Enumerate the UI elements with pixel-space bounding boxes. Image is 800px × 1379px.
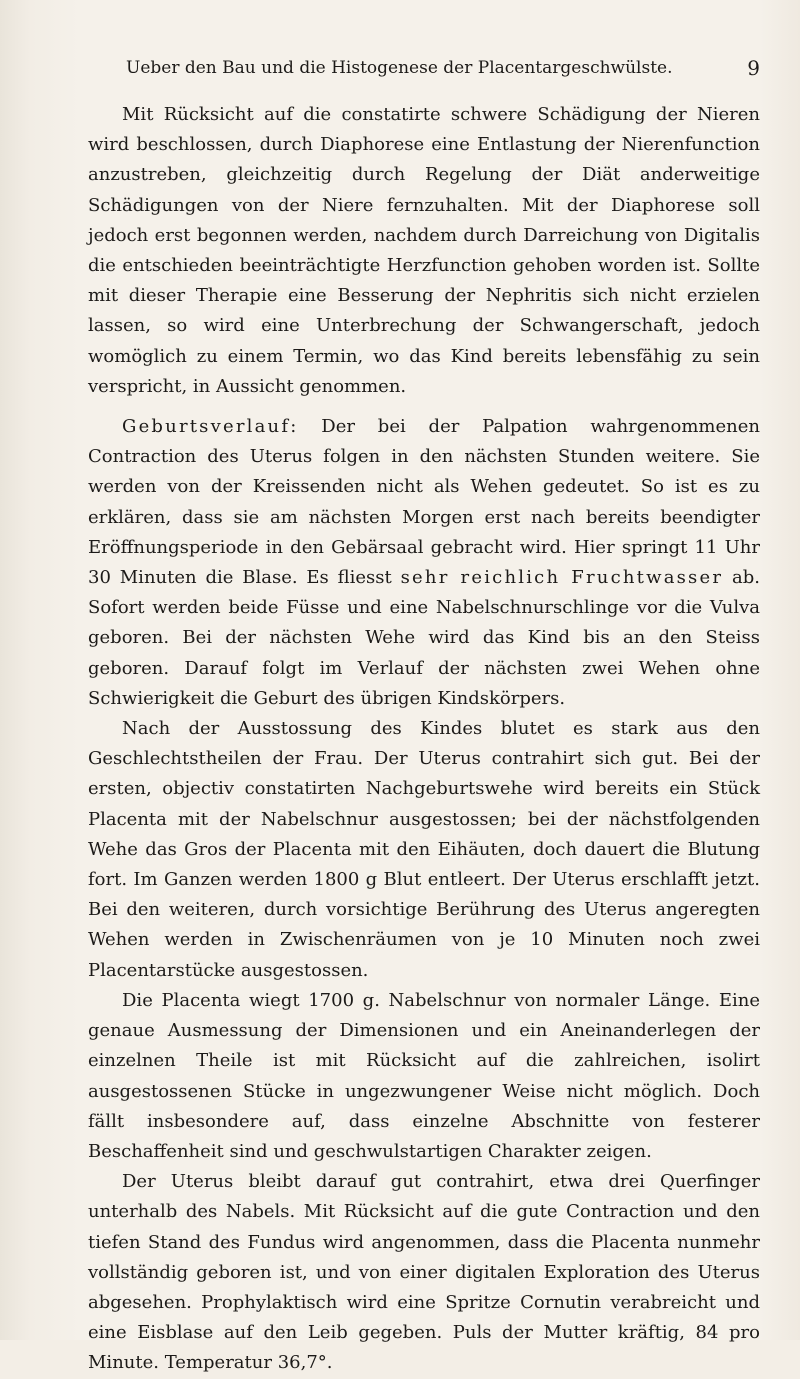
paragraph-placenta: Die Placenta wiegt 1700 g. Nabelschnur von normaler Länge. Eine genaue Ausmessung der Dimensionen und ein Aneinanderlegen der einzelnen Theile ist mit Rücksicht auf die zahlreichen, isolirt ausgestossenen Stücke in ungezwungener Weise nicht möglich. Doch fällt insbesondere auf, dass einzelne Abschnitte von festerer Beschaffenheit sind und geschwulstartigen Charakter zeigen. xyxy=(88,989,760,1162)
page-number: 9 xyxy=(747,56,760,80)
page-header xyxy=(88,58,760,88)
section-heading-geburtsverlauf: Geburtsverlauf: xyxy=(122,416,299,438)
paragraph-text-part: ab. Sofort werden beide Füsse und eine Nabelschnurschlinge vor die Vulva geboren. Bei der nächsten Wehe wird das Kind bis an den Steiss geboren. Darauf folgt im Verlauf der nächsten zwei Wehen ohne Schwierigkeit die Geburt des übrigen Kindskörpers. xyxy=(88,567,760,709)
paragraph-uterus: Der Uterus bleibt darauf gut contrahirt, etwa drei Querfinger unterhalb des Nabels. Mit Rücksicht auf die gute Contraction und den tiefen Stand des Fundus wird angenommen, dass die Placenta nunmehr vollständig geboren ist, und von einer digitalen Exploration des Uterus abgesehen. Prophylaktisch wird eine Spritze Cornutin verabreicht und eine Eisblase auf den Leib gegeben. Puls der Mutter kräftig, 84 pro Minute. Temperatur 36,7°. xyxy=(88,1171,760,1374)
paragraph-therapy: Mit Rücksicht auf die constatirte schwere Schädigung der Nieren wird beschlossen, durch Diaphorese eine Entlastung der Nierenfunction anzustreben, gleichzeitig durch Regelung der Diät anderweitige Schädigungen von der Niere fernzuhalten. Mit der Diaphorese soll jedoch erst begonnen werden, nachdem durch Darreichung von Digitalis die entschieden beeinträchtigte Herzfunction gehoben worden ist. Sollte mit dieser Therapie eine Besserung der Nephritis sich nicht erzielen lassen, so wird eine Unterbrechung der Schwangerschaft, jedoch womöglich zu einem Termin, wo das Kind bereits lebensfähig zu sein verspricht, in Aussicht genommen. xyxy=(88,104,760,397)
paragraph-birth-course xyxy=(88,412,760,714)
paragraph-text-part: Der bei der Palpation wahrgenommenen Contraction des Uterus folgen in den nächsten Stunden weitere. Sie werden von der Kreissenden nicht als Wehen gedeutet. So ist es zu erklären, dass sie am nächsten Morgen erst nach bereits beendigter Eröffnungsperiode in den Gebärsaal gebracht wird. Hier springt 11 Uhr 30 Minuten die Blase. Es fliesst xyxy=(88,416,760,589)
running-title: Ueber den Bau und die Histogenese der Placentargeschwülste. xyxy=(126,58,673,78)
body-text xyxy=(88,100,760,1379)
paragraph-bleeding: Nach der Ausstossung des Kindes blutet es stark aus den Geschlechtstheilen der Frau. Der Uterus contrahirt sich gut. Bei der ersten, objectiv constatirten Nachgeburtswehe wird bereits ein Stück Placenta mit der Nabelschnur ausgestossen; bei der nächstfolgenden Wehe das Gros der Placenta mit den Eihäuten, doch dauert die Blutung fort. Im Ganzen werden 1800 g Blut entleert. Der Uterus erschlafft jetzt. Bei den weiteren, durch vorsichtige Berührung des Uterus angeregten Wehen werden in Zwischenräumen von je 10 Minuten noch zwei Placentarstücke ausgestossen. xyxy=(88,718,760,981)
emphasized-text: sehr reichlich Fruchtwasser xyxy=(400,567,724,589)
